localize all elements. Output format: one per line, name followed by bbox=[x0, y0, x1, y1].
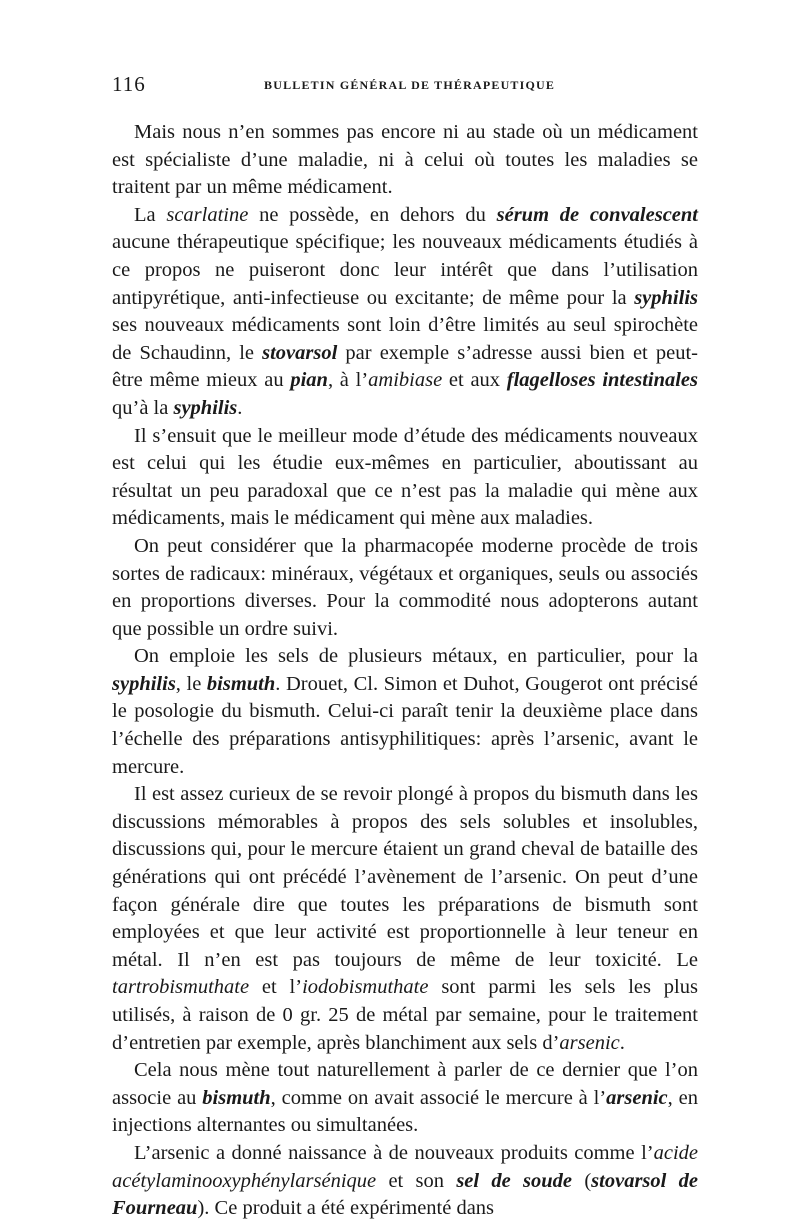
text-run: La bbox=[134, 203, 167, 226]
text-run: , en injections alternantes ou simultanées. bbox=[112, 1086, 698, 1137]
italic-term: tartrobismuthate bbox=[112, 976, 250, 999]
text-run: et l’ bbox=[249, 976, 303, 999]
text-run: Il s’ensuit que le meilleur mode d’étude des médicaments nouveaux est celui qui les étudie eux-mêmes en particulier, aboutissant au résultat un peu paradoxal que ce n’est pas la maladie qui mène aux médicaments, mais le médicament qui mène aux maladies. bbox=[112, 424, 698, 530]
italic-term: sérum de convalescent bbox=[496, 203, 698, 226]
italic-term: syphilis bbox=[173, 396, 238, 419]
running-title: BULLETIN GÉNÉRAL DE THÉRAPEUTIQUE bbox=[264, 78, 556, 92]
text-run: On emploie les sels de plusieurs métaux, en particulier, pour la bbox=[134, 645, 698, 668]
page-header bbox=[112, 72, 698, 102]
italic-term: acide acétylaminooxyphénylarsénique bbox=[112, 1141, 698, 1192]
italic-term: bismuth bbox=[206, 672, 276, 695]
paragraph bbox=[112, 643, 698, 781]
text-run: et aux bbox=[442, 369, 507, 392]
text-run: Il est assez curieux de se revoir plongé à propos du bismuth dans les discussions mémorables à propos des sels solubles et insolubles, discussions qui, pour le mercure étaient un grand cheval de bataille des générations qui ont précédé l’avènement de l’arsenic. On peut d’une façon générale dire que toutes les préparations de bismuth sont employées et que leur activité est proportionnelle à leur teneur en métal. Il n’en est pas toujours de même de leur toxicité. Le bbox=[112, 783, 698, 971]
text-run: , le bbox=[175, 672, 207, 695]
text-run: . bbox=[619, 1031, 625, 1054]
text-run: ). Ce produit a été expérimenté dans bbox=[197, 1197, 495, 1220]
italic-term: amibiase bbox=[368, 369, 443, 392]
italic-term: flagelloses intestinales bbox=[506, 369, 699, 392]
italic-term: bismuth bbox=[202, 1086, 271, 1109]
body-text bbox=[112, 119, 698, 1223]
italic-term: arsenic bbox=[559, 1031, 620, 1054]
italic-term: scarlatine bbox=[166, 203, 249, 226]
text-run: L’arsenic a donné naissance à de nouveaux produits comme l’ bbox=[134, 1141, 654, 1164]
italic-term: arsenic bbox=[606, 1086, 668, 1109]
italic-term: pian bbox=[290, 369, 328, 392]
text-run: sont parmi les sels les plus utilisés, à raison de 0 gr. 25 de métal par semaine, pour le traitement d’entretien par exemple, après blanchiment aux sels d’ bbox=[112, 976, 698, 1054]
paragraph bbox=[112, 119, 698, 202]
paragraph bbox=[112, 423, 698, 533]
italic-term: iodobismuthate bbox=[302, 976, 429, 999]
text-run: , comme on avait associé le mercure à l’ bbox=[270, 1086, 607, 1109]
italic-term: stovarsol bbox=[262, 341, 338, 364]
paragraph bbox=[112, 1140, 698, 1223]
paragraph bbox=[112, 202, 698, 423]
page-number: 116 bbox=[112, 72, 146, 96]
text-run: On peut considérer que la pharmacopée moderne procède de trois sortes de radicaux: minéraux, végétaux et organiques, seuls ou associés en proportions diverses. Pour la commodité nous adopterons autant que possible un ordre suivi. bbox=[112, 534, 698, 640]
italic-term: stovarsol de Fourneau bbox=[112, 1169, 698, 1220]
text-run: , à l’ bbox=[327, 369, 369, 392]
text-run: qu’à la bbox=[112, 396, 174, 419]
text-run: par exemple s’adresse aussi bien et peut-être même mieux au bbox=[112, 341, 698, 392]
italic-term: syphilis bbox=[112, 672, 176, 695]
text-run: . Drouet, Cl. Simon et Duhot, Gougerot ont précisé le posologie du bismuth. Celui-ci paraît tenir la deuxième place dans l’échelle des préparations antisyphilitiques: après l’arsenic, avant le mercure. bbox=[112, 672, 698, 778]
text-run: . bbox=[237, 396, 243, 419]
paragraph bbox=[112, 781, 698, 1057]
text-run: Mais nous n’en sommes pas encore ni au stade où un médicament est spécialiste d’une maladie, ni à celui où toutes les maladies se traitent par un même médicament. bbox=[112, 121, 698, 199]
text-run: ( bbox=[572, 1169, 592, 1192]
paragraph bbox=[112, 1057, 698, 1140]
paragraph bbox=[112, 533, 698, 643]
text-run: Cela nous mène tout naturellement à parler de ce dernier que l’on associe au bbox=[112, 1059, 698, 1109]
text-run: et son bbox=[376, 1169, 457, 1192]
text-run: ses nouveaux médicaments sont loin d’être limités au seul spirochète de Schaudinn, le bbox=[112, 314, 698, 364]
text-run: ne possède, en dehors du bbox=[248, 203, 497, 226]
italic-term: syphilis bbox=[634, 286, 698, 309]
text-run: aucune thérapeutique spécifique; les nouveaux médicaments étudiés à ce propos ne puiseront donc leur intérêt que dans l’utilisation antipyrétique, anti-infectieuse ou excitante; de même pour la bbox=[112, 231, 698, 309]
italic-term: sel de soude bbox=[456, 1169, 573, 1192]
